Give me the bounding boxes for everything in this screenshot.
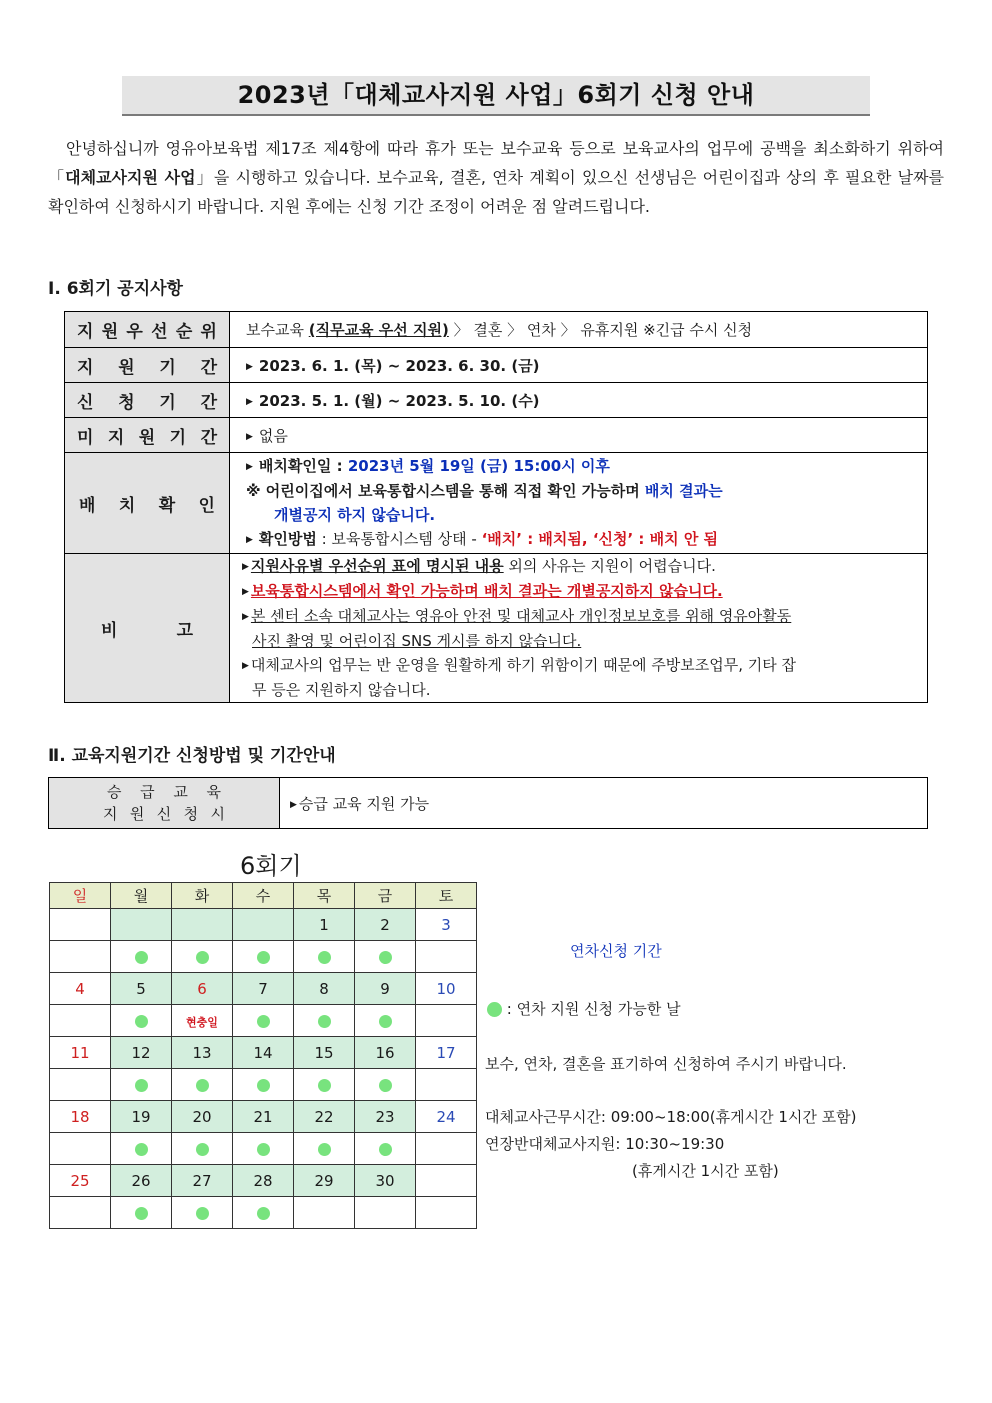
- calendar-day: 26: [111, 1165, 172, 1197]
- available-dot-icon: [172, 941, 233, 973]
- calendar-week-row: [50, 1165, 477, 1197]
- calendar-title: 6회기: [240, 852, 302, 880]
- placement-note-a: ※ 어린이집에서 보육통합시스템을 통해 직접 확인 가능하며: [246, 482, 645, 500]
- apply-period-text: 2023. 5. 1. (월) ~ 2023. 5. 10. (수): [258, 391, 540, 410]
- calendar-day: 12: [111, 1037, 172, 1069]
- available-dot-icon: [355, 1133, 416, 1165]
- calendar-table: [49, 882, 477, 1229]
- calendar-day: 16: [355, 1037, 416, 1069]
- remark-4a: 대체교사의 업무는 반 운영을 원활하게 하기 위함이기 때문에 주방보조업무, 기타 잡: [250, 656, 797, 674]
- placement-date-value: 2023년 5월 19일 (금) 15:00시 이후: [347, 457, 610, 475]
- calendar-mark-cell: [416, 1069, 477, 1101]
- side-heading: 연차신청 기간: [570, 942, 662, 960]
- calendar-week-row: [50, 1037, 477, 1069]
- section2-title: Ⅱ. 교육지원기간 신청방법 및 기간안내: [48, 746, 336, 766]
- weekday-header: 일: [50, 883, 111, 909]
- intro-bold: 대체교사지원 사업: [65, 168, 196, 187]
- side-hours-1: 대체교사근무시간: 09:00~18:00(휴게시간 1시간 포함): [485, 1108, 857, 1126]
- promotion-value: ▶ 승급 교육 지원 가능: [280, 778, 928, 829]
- placement-label: [65, 453, 230, 554]
- available-dot-icon: [355, 1005, 416, 1037]
- calendar-day: [111, 909, 172, 941]
- available-dot-icon: [355, 1069, 416, 1101]
- calendar-day: 15: [294, 1037, 355, 1069]
- intro-text-1: 안녕하십니까 영유아보육법 제17조 제4항에 따라 휴가 또는 보수교육 등으로 보육교사의 업무에 공백을 최소화하기 위하여「: [48, 139, 944, 187]
- promotion-label: [49, 778, 280, 829]
- calendar-day: [233, 909, 294, 941]
- weekday-header: 목: [294, 883, 355, 909]
- remark-1b: 외의 사유는 지원이 어렵습니다.: [503, 557, 716, 575]
- available-dot-icon: [233, 1069, 294, 1101]
- calendar-day: 6: [172, 973, 233, 1005]
- available-dot-icon: [111, 1133, 172, 1165]
- calendar-day: 23: [355, 1101, 416, 1133]
- calendar-day: 7: [233, 973, 294, 1005]
- placement-value: ▶ 배치확인일 : 2023년 5월 19일 (금) 15:00시 이후 ※ 어린이집에서 보육통합시스템을 통해 직접 확인 가능하며 배치 결과는 개별공지 하지 않습니다. ▶ 확인방법 : 보육통합시스템 상태 - ‘배치’ : 배치됨, ‘신청’ : 배치 안 됨: [230, 453, 928, 554]
- row-remarks: [65, 554, 928, 703]
- remark-4b: 무 등은 지원하지 않습니다.: [252, 681, 431, 699]
- remarks-value: ▶ 지원사유별 우선순위 표에 명시된 내용 외의 사유는 지원이 어렵습니다. ▶ 보육통합시스템에서 확인 가능하며 배치 결과는 개별공지하지 않습니다. ▶ 본 센터 소속 대체교사는 영유아 안전 및 대체교사 개인정보보호를 위해 영유아활동 사진 촬영 및 어린이집 SNS 게시를 하지 않습니다. ▶ 대체교사의 업무는 반 운영을 원활하게 하기 위함이기 때문에 주방보조업무, 기타 잡 무 등은 지원하지 않습니다.: [230, 554, 928, 703]
- available-dot-icon: [111, 1197, 172, 1229]
- calendar-day: 17: [416, 1037, 477, 1069]
- calendar-day: 11: [50, 1037, 111, 1069]
- priority-label: [65, 312, 230, 348]
- legend: [487, 998, 681, 1019]
- priority-value: [230, 312, 928, 348]
- available-dot-icon: [172, 1197, 233, 1229]
- calendar-mark-cell: [355, 1197, 416, 1229]
- calendar-week-row: [50, 909, 477, 941]
- legend-dot-icon: [487, 1002, 502, 1017]
- calendar-mark-row: [50, 1069, 477, 1101]
- priority-v2: (직무교육 우선 지원): [308, 321, 449, 339]
- calendar-mark-row: [50, 1005, 477, 1037]
- calendar-day: 28: [233, 1165, 294, 1197]
- support-period-text: 2023. 6. 1. (목) ~ 2023. 6. 30. (금): [258, 356, 540, 375]
- calendar-day: 25: [50, 1165, 111, 1197]
- row-no-support: [65, 418, 928, 453]
- placement-method-label: 확인방법: [258, 530, 317, 548]
- weekday-header: 월: [111, 883, 172, 909]
- available-dot-icon: [233, 1197, 294, 1229]
- calendar-day: 9: [355, 973, 416, 1005]
- calendar-day: 24: [416, 1101, 477, 1133]
- available-dot-icon: [111, 1069, 172, 1101]
- available-dot-icon: [111, 941, 172, 973]
- calendar-day: 13: [172, 1037, 233, 1069]
- intro-text-2: 」을 시행하고 있습니다. 보수교육, 결혼, 연차 계획이 있으신 선생님은 어린이집과 상의 후 필요한 날짜를 확인하여 신청하시기 바랍니다. 지원 후에는 신청 기간 조정이 어려운 점 알려드립니다.: [48, 168, 945, 216]
- placement-method-b: ‘배치’ : 배치됨, ‘신청’ : 배치 안 됨: [481, 530, 719, 548]
- calendar-mark-cell: [50, 1197, 111, 1229]
- apply-period-value: ▶ 2023. 5. 1. (월) ~ 2023. 5. 10. (수): [230, 383, 928, 418]
- support-period-label: [65, 348, 230, 383]
- remarks-label: [65, 554, 230, 703]
- calendar-mark-cell: [50, 1005, 111, 1037]
- placement-date-label: 배치확인일 :: [258, 457, 348, 475]
- row-apply-period: [65, 383, 928, 418]
- intro-paragraph: [48, 134, 944, 221]
- available-dot-icon: [111, 1005, 172, 1037]
- priority-v3: 〉 결혼 〉 연차 〉 유휴지원 ※긴급 수시 신청: [448, 321, 753, 339]
- calendar-day: [416, 1165, 477, 1197]
- spread-label: 지 원 신 청 시: [103, 805, 225, 823]
- calendar-day: 2: [355, 909, 416, 941]
- support-period-value: ▶ 2023. 6. 1. (목) ~ 2023. 6. 30. (금): [230, 348, 928, 383]
- calendar-day: 30: [355, 1165, 416, 1197]
- remark-2: 보육통합시스템에서 확인 가능하며 배치 결과는 개별공지하지 않습니다.: [250, 582, 723, 600]
- side-note: 보수, 연차, 결혼을 표기하여 신청하여 주시기 바랍니다.: [485, 1055, 847, 1073]
- calendar-mark-cell: [294, 1197, 355, 1229]
- available-dot-icon: [172, 1069, 233, 1101]
- calendar-mark-cell: [416, 941, 477, 973]
- available-dot-icon: [294, 1133, 355, 1165]
- calendar-day: 19: [111, 1101, 172, 1133]
- remark-1a: 지원사유별 우선순위 표에 명시된 내용: [250, 557, 504, 575]
- section1-title: Ⅰ. 6회기 공지사항: [48, 279, 183, 299]
- available-dot-icon: [233, 941, 294, 973]
- promotion-text: 승급 교육 지원 가능: [298, 794, 430, 813]
- available-dot-icon: [294, 1069, 355, 1101]
- no-support-label: [65, 418, 230, 453]
- row-priority: [65, 312, 928, 348]
- calendar-day: 29: [294, 1165, 355, 1197]
- spread-label: 지 원 기 간: [77, 357, 217, 378]
- calendar-day: [50, 909, 111, 941]
- calendar-mark-cell: [416, 1197, 477, 1229]
- row-promotion: [49, 778, 928, 829]
- calendar-day: 27: [172, 1165, 233, 1197]
- calendar-week-row: [50, 973, 477, 1005]
- placement-note-b: 배치 결과는: [644, 482, 723, 500]
- calendar-mark-row: [50, 1133, 477, 1165]
- remark-3b: 사진 촬영 및 어린이집 SNS 게시를 하지 않습니다.: [252, 632, 582, 650]
- side-hours-3: (휴게시간 1시간 포함): [632, 1162, 779, 1180]
- calendar-mark-cell: [416, 1005, 477, 1037]
- available-dot-icon: [233, 1133, 294, 1165]
- calendar-day: 14: [233, 1037, 294, 1069]
- placement-method-a: : 보육통합시스템 상태 -: [316, 530, 482, 548]
- calendar-day: 1: [294, 909, 355, 941]
- no-support-value: ▶ 없음: [230, 418, 928, 453]
- legend-text: : 연차 지원 신청 가능한 날: [502, 1000, 681, 1018]
- calendar-mark-cell: [50, 941, 111, 973]
- page-title: 2023년「대체교사지원 사업」6회기 신청 안내: [122, 76, 870, 116]
- calendar-day: 22: [294, 1101, 355, 1133]
- calendar-mark-cell: [50, 1069, 111, 1101]
- calendar-week-row: [50, 1101, 477, 1133]
- spread-label: 비 고: [101, 620, 193, 641]
- holiday-label: 현충일: [172, 1005, 233, 1037]
- calendar-day: 10: [416, 973, 477, 1005]
- weekday-header: 토: [416, 883, 477, 909]
- calendar-mark-row: [50, 1197, 477, 1229]
- weekday-header: 수: [233, 883, 294, 909]
- calendar-mark-row: [50, 941, 477, 973]
- side-hours-2: 연장반대체교사지원: 10:30~19:30: [485, 1135, 725, 1153]
- calendar-mark-cell: [50, 1133, 111, 1165]
- calendar-day: [172, 909, 233, 941]
- apply-period-label: [65, 383, 230, 418]
- remark-3a: 본 센터 소속 대체교사는 영유아 안전 및 대체교사 개인정보보호를 위해 영유아활동: [250, 607, 792, 625]
- calendar-day: 20: [172, 1101, 233, 1133]
- priority-v1: 보수교육: [246, 321, 309, 339]
- weekday-header: 금: [355, 883, 416, 909]
- spread-label: 신 청 기 간: [77, 392, 217, 413]
- calendar-day: 18: [50, 1101, 111, 1133]
- calendar-day: 3: [416, 909, 477, 941]
- row-placement: [65, 453, 928, 554]
- calendar-mark-cell: [416, 1133, 477, 1165]
- available-dot-icon: [172, 1133, 233, 1165]
- spread-label: 배 치 확 인: [79, 495, 215, 516]
- calendar-day: 8: [294, 973, 355, 1005]
- spread-label: 승 급 교 육: [107, 783, 221, 801]
- available-dot-icon: [294, 1005, 355, 1037]
- calendar-day: 4: [50, 973, 111, 1005]
- available-dot-icon: [355, 941, 416, 973]
- weekday-header: 화: [172, 883, 233, 909]
- promotion-table: [48, 777, 928, 829]
- spread-label: 미 지 원 기 간: [77, 427, 217, 448]
- spread-label: 지 원 우 선 순 위: [77, 322, 217, 342]
- available-dot-icon: [294, 941, 355, 973]
- available-dot-icon: [233, 1005, 294, 1037]
- notice-table: [64, 311, 928, 703]
- placement-note-c: 개별공지 하지 않습니다.: [274, 506, 436, 524]
- no-support-text: 없음: [258, 426, 288, 445]
- calendar-day: 21: [233, 1101, 294, 1133]
- calendar-day: 5: [111, 973, 172, 1005]
- row-support-period: [65, 348, 928, 383]
